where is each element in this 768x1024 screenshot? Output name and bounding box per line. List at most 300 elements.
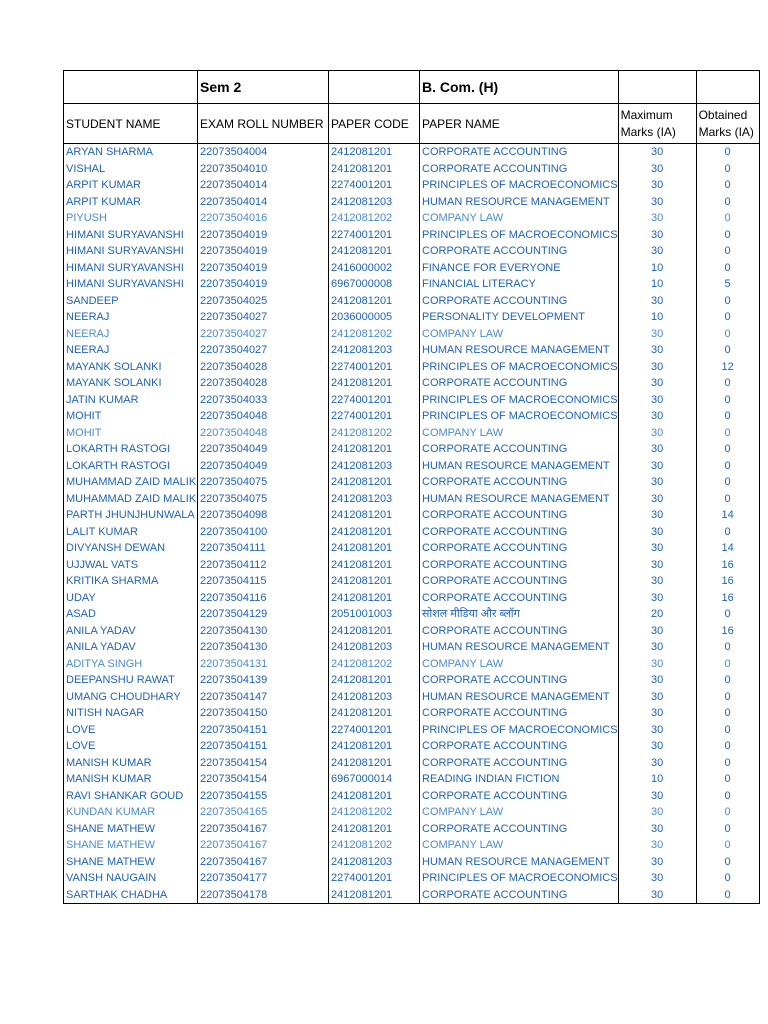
paper-name-cell: HUMAN RESOURCE MANAGEMENT <box>420 194 619 211</box>
student-name-cell: MAYANK SOLANKI <box>64 375 198 392</box>
roll-number-cell: 22073504075 <box>198 474 329 491</box>
max-marks-cell: 30 <box>618 573 696 590</box>
student-name-cell: ARPIT KUMAR <box>64 177 198 194</box>
table-row <box>64 639 760 656</box>
paper-name-cell: CORPORATE ACCOUNTING <box>420 540 619 557</box>
max-marks-cell: 30 <box>618 705 696 722</box>
table-row <box>64 210 760 227</box>
roll-number-cell: 22073504167 <box>198 821 329 838</box>
max-marks-cell: 30 <box>618 441 696 458</box>
max-marks-cell: 30 <box>618 326 696 343</box>
table-row <box>64 392 760 409</box>
paper-code-cell: 2412081201 <box>329 705 420 722</box>
max-marks-cell: 30 <box>618 870 696 887</box>
paper-code-cell: 2412081201 <box>329 243 420 260</box>
paper-name-cell: CORPORATE ACCOUNTING <box>420 507 619 524</box>
student-name-cell: MAYANK SOLANKI <box>64 359 198 376</box>
paper-code-cell: 2412081201 <box>329 441 420 458</box>
table-row <box>64 458 760 475</box>
paper-name-cell: सोशल मीडिया और ब्लॉग <box>420 606 619 623</box>
student-name-cell: HIMANI SURYAVANSHI <box>64 276 198 293</box>
table-row <box>64 821 760 838</box>
max-marks-cell: 30 <box>618 524 696 541</box>
student-name-cell: NEERAJ <box>64 309 198 326</box>
table-row <box>64 887 760 904</box>
table-row <box>64 293 760 310</box>
paper-code-cell: 2412081202 <box>329 804 420 821</box>
roll-number-cell: 22073504100 <box>198 524 329 541</box>
max-marks-cell: 10 <box>618 309 696 326</box>
max-marks-cell: 30 <box>618 177 696 194</box>
obtained-marks-cell: 0 <box>696 672 759 689</box>
title-cell-empty <box>64 71 198 104</box>
title-cell-empty <box>618 71 696 104</box>
paper-code-cell: 2412081203 <box>329 342 420 359</box>
table-row <box>64 375 760 392</box>
table-row <box>64 326 760 343</box>
header-max-marks: Maximum Marks (IA) <box>618 104 696 144</box>
max-marks-cell: 30 <box>618 144 696 161</box>
obtained-marks-cell: 0 <box>696 771 759 788</box>
student-name-cell: PARTH JHUNJHUNWALA <box>64 507 198 524</box>
student-name-cell: MANISH KUMAR <box>64 755 198 772</box>
table-row <box>64 755 760 772</box>
paper-code-cell: 2412081201 <box>329 540 420 557</box>
table-row <box>64 656 760 673</box>
student-name-cell: ARYAN SHARMA <box>64 144 198 161</box>
paper-code-cell: 2412081201 <box>329 821 420 838</box>
max-marks-cell: 30 <box>618 804 696 821</box>
paper-name-cell: PRINCIPLES OF MACROECONOMICS <box>420 722 619 739</box>
student-name-cell: LOKARTH RASTOGI <box>64 458 198 475</box>
max-marks-cell: 30 <box>618 639 696 656</box>
paper-code-cell: 2412081203 <box>329 491 420 508</box>
table-row <box>64 870 760 887</box>
paper-name-cell: COMPANY LAW <box>420 210 619 227</box>
paper-name-cell: CORPORATE ACCOUNTING <box>420 474 619 491</box>
paper-name-cell: HUMAN RESOURCE MANAGEMENT <box>420 854 619 871</box>
paper-name-cell: CORPORATE ACCOUNTING <box>420 161 619 178</box>
paper-code-cell: 2412081203 <box>329 639 420 656</box>
paper-code-cell: 2412081202 <box>329 656 420 673</box>
table-row <box>64 260 760 277</box>
obtained-marks-cell: 0 <box>696 425 759 442</box>
obtained-marks-cell: 5 <box>696 276 759 293</box>
student-name-cell: LOVE <box>64 722 198 739</box>
paper-code-cell: 2274001201 <box>329 870 420 887</box>
course-label: B. Com. (H) <box>420 71 619 104</box>
table-row <box>64 689 760 706</box>
student-name-cell: HIMANI SURYAVANSHI <box>64 227 198 244</box>
roll-number-cell: 22073504167 <box>198 854 329 871</box>
paper-code-cell: 2412081201 <box>329 293 420 310</box>
roll-number-cell: 22073504048 <box>198 408 329 425</box>
paper-code-cell: 2412081201 <box>329 144 420 161</box>
marks-table-body <box>64 144 760 904</box>
roll-number-cell: 22073504049 <box>198 458 329 475</box>
max-marks-cell: 30 <box>618 557 696 574</box>
obtained-marks-cell: 14 <box>696 540 759 557</box>
student-name-cell: NEERAJ <box>64 326 198 343</box>
student-name-cell: SARTHAK CHADHA <box>64 887 198 904</box>
table-row <box>64 194 760 211</box>
paper-name-cell: CORPORATE ACCOUNTING <box>420 705 619 722</box>
student-name-cell: KUNDAN KUMAR <box>64 804 198 821</box>
student-name-cell: SANDEEP <box>64 293 198 310</box>
paper-code-cell: 2412081201 <box>329 474 420 491</box>
table-row <box>64 557 760 574</box>
max-marks-cell: 30 <box>618 194 696 211</box>
obtained-marks-cell: 0 <box>696 441 759 458</box>
paper-name-cell: CORPORATE ACCOUNTING <box>420 672 619 689</box>
student-name-cell: SHANE MATHEW <box>64 821 198 838</box>
paper-code-cell: 2412081201 <box>329 375 420 392</box>
table-row <box>64 309 760 326</box>
paper-name-cell: CORPORATE ACCOUNTING <box>420 590 619 607</box>
table-row <box>64 590 760 607</box>
paper-code-cell: 2412081201 <box>329 672 420 689</box>
table-row <box>64 804 760 821</box>
paper-code-cell: 2412081203 <box>329 194 420 211</box>
semester-label: Sem 2 <box>198 71 329 104</box>
student-name-cell: UDAY <box>64 590 198 607</box>
obtained-marks-cell: 16 <box>696 557 759 574</box>
obtained-marks-cell: 16 <box>696 623 759 640</box>
header-obtained-marks: Obtained Marks (IA) <box>696 104 759 144</box>
header-student-name: STUDENT NAME <box>64 104 198 144</box>
paper-name-cell: CORPORATE ACCOUNTING <box>420 293 619 310</box>
paper-name-cell: READING INDIAN FICTION <box>420 771 619 788</box>
paper-name-cell: CORPORATE ACCOUNTING <box>420 887 619 904</box>
student-name-cell: LOVE <box>64 738 198 755</box>
obtained-marks-cell: 0 <box>696 243 759 260</box>
obtained-marks-cell: 0 <box>696 821 759 838</box>
student-name-cell: ANILA YADAV <box>64 623 198 640</box>
obtained-marks-cell: 0 <box>696 788 759 805</box>
paper-name-cell: COMPANY LAW <box>420 425 619 442</box>
paper-name-cell: PERSONALITY DEVELOPMENT <box>420 309 619 326</box>
roll-number-cell: 22073504028 <box>198 375 329 392</box>
paper-code-cell: 2412081201 <box>329 557 420 574</box>
obtained-marks-cell: 0 <box>696 309 759 326</box>
obtained-marks-cell: 0 <box>696 177 759 194</box>
table-row <box>64 623 760 640</box>
roll-number-cell: 22073504075 <box>198 491 329 508</box>
roll-number-cell: 22073504019 <box>198 227 329 244</box>
obtained-marks-cell: 0 <box>696 755 759 772</box>
paper-code-cell: 2412081201 <box>329 161 420 178</box>
paper-code-cell: 2051001003 <box>329 606 420 623</box>
max-marks-cell: 10 <box>618 276 696 293</box>
roll-number-cell: 22073504165 <box>198 804 329 821</box>
student-name-cell: PIYUSH <box>64 210 198 227</box>
roll-number-cell: 22073504027 <box>198 342 329 359</box>
max-marks-cell: 30 <box>618 689 696 706</box>
paper-code-cell: 2412081201 <box>329 738 420 755</box>
roll-number-cell: 22073504098 <box>198 507 329 524</box>
student-name-cell: UJJWAL VATS <box>64 557 198 574</box>
student-name-cell: ADITYA SINGH <box>64 656 198 673</box>
sheet-title-row <box>64 71 760 104</box>
student-name-cell: LOKARTH RASTOGI <box>64 441 198 458</box>
student-name-cell: LALIT KUMAR <box>64 524 198 541</box>
table-row <box>64 408 760 425</box>
obtained-marks-cell: 0 <box>696 194 759 211</box>
student-name-cell: ANILA YADAV <box>64 639 198 656</box>
max-marks-cell: 30 <box>618 788 696 805</box>
obtained-marks-cell: 14 <box>696 507 759 524</box>
student-name-cell: DIVYANSH DEWAN <box>64 540 198 557</box>
student-name-cell: SHANE MATHEW <box>64 837 198 854</box>
roll-number-cell: 22073504033 <box>198 392 329 409</box>
paper-name-cell: CORPORATE ACCOUNTING <box>420 557 619 574</box>
roll-number-cell: 22073504048 <box>198 425 329 442</box>
student-name-cell: MUHAMMAD ZAID MALIK <box>64 474 198 491</box>
paper-name-cell: COMPANY LAW <box>420 656 619 673</box>
table-row <box>64 606 760 623</box>
roll-number-cell: 22073504115 <box>198 573 329 590</box>
roll-number-cell: 22073504154 <box>198 771 329 788</box>
paper-name-cell: PRINCIPLES OF MACROECONOMICS <box>420 227 619 244</box>
table-row <box>64 161 760 178</box>
roll-number-cell: 22073504019 <box>198 276 329 293</box>
roll-number-cell: 22073504151 <box>198 738 329 755</box>
paper-name-cell: CORPORATE ACCOUNTING <box>420 144 619 161</box>
paper-name-cell: CORPORATE ACCOUNTING <box>420 573 619 590</box>
student-name-cell: SHANE MATHEW <box>64 854 198 871</box>
paper-name-cell: COMPANY LAW <box>420 837 619 854</box>
paper-name-cell: COMPANY LAW <box>420 326 619 343</box>
roll-number-cell: 22073504028 <box>198 359 329 376</box>
paper-code-cell: 2412081201 <box>329 755 420 772</box>
paper-name-cell: PRINCIPLES OF MACROECONOMICS <box>420 177 619 194</box>
paper-name-cell: CORPORATE ACCOUNTING <box>420 755 619 772</box>
roll-number-cell: 22073504155 <box>198 788 329 805</box>
paper-code-cell: 2412081201 <box>329 887 420 904</box>
roll-number-cell: 22073504154 <box>198 755 329 772</box>
paper-name-cell: COMPANY LAW <box>420 804 619 821</box>
paper-code-cell: 2274001201 <box>329 177 420 194</box>
paper-name-cell: FINANCIAL LITERACY <box>420 276 619 293</box>
obtained-marks-cell: 0 <box>696 854 759 871</box>
obtained-marks-cell: 0 <box>696 491 759 508</box>
table-row <box>64 441 760 458</box>
paper-code-cell: 2412081201 <box>329 590 420 607</box>
roll-number-cell: 22073504116 <box>198 590 329 607</box>
roll-number-cell: 22073504111 <box>198 540 329 557</box>
obtained-marks-cell: 0 <box>696 738 759 755</box>
roll-number-cell: 22073504177 <box>198 870 329 887</box>
max-marks-cell: 30 <box>618 672 696 689</box>
paper-name-cell: CORPORATE ACCOUNTING <box>420 243 619 260</box>
obtained-marks-cell: 0 <box>696 342 759 359</box>
obtained-marks-cell: 16 <box>696 573 759 590</box>
roll-number-cell: 22073504129 <box>198 606 329 623</box>
table-row <box>64 342 760 359</box>
paper-code-cell: 2412081203 <box>329 689 420 706</box>
table-row <box>64 705 760 722</box>
student-name-cell: MANISH KUMAR <box>64 771 198 788</box>
roll-number-cell: 22073504150 <box>198 705 329 722</box>
roll-number-cell: 22073504019 <box>198 243 329 260</box>
obtained-marks-cell: 0 <box>696 474 759 491</box>
paper-code-cell: 2412081202 <box>329 425 420 442</box>
paper-code-cell: 2036000005 <box>329 309 420 326</box>
student-name-cell: RAVI SHANKAR GOUD <box>64 788 198 805</box>
roll-number-cell: 22073504178 <box>198 887 329 904</box>
roll-number-cell: 22073504016 <box>198 210 329 227</box>
obtained-marks-cell: 0 <box>696 656 759 673</box>
max-marks-cell: 30 <box>618 623 696 640</box>
paper-code-cell: 2412081201 <box>329 623 420 640</box>
table-row <box>64 144 760 161</box>
paper-code-cell: 6967000014 <box>329 771 420 788</box>
roll-number-cell: 22073504049 <box>198 441 329 458</box>
paper-name-cell: PRINCIPLES OF MACROECONOMICS <box>420 359 619 376</box>
table-row <box>64 276 760 293</box>
title-cell-empty <box>329 71 420 104</box>
max-marks-cell: 30 <box>618 590 696 607</box>
max-marks-cell: 20 <box>618 606 696 623</box>
student-name-cell: UMANG CHOUDHARY <box>64 689 198 706</box>
paper-code-cell: 2412081203 <box>329 458 420 475</box>
paper-code-cell: 2412081201 <box>329 573 420 590</box>
paper-name-cell: HUMAN RESOURCE MANAGEMENT <box>420 639 619 656</box>
obtained-marks-cell: 0 <box>696 293 759 310</box>
paper-name-cell: FINANCE FOR EVERYONE <box>420 260 619 277</box>
student-name-cell: NITISH NAGAR <box>64 705 198 722</box>
header-paper-code: PAPER CODE <box>329 104 420 144</box>
student-name-cell: KRITIKA SHARMA <box>64 573 198 590</box>
table-row <box>64 788 760 805</box>
paper-code-cell: 2274001201 <box>329 392 420 409</box>
paper-code-cell: 2412081202 <box>329 210 420 227</box>
student-name-cell: ARPIT KUMAR <box>64 194 198 211</box>
student-name-cell: JATIN KUMAR <box>64 392 198 409</box>
obtained-marks-cell: 0 <box>696 887 759 904</box>
roll-number-cell: 22073504027 <box>198 309 329 326</box>
max-marks-cell: 30 <box>618 425 696 442</box>
roll-number-cell: 22073504131 <box>198 656 329 673</box>
paper-name-cell: PRINCIPLES OF MACROECONOMICS <box>420 870 619 887</box>
table-row <box>64 177 760 194</box>
student-name-cell: ASAD <box>64 606 198 623</box>
table-row <box>64 837 760 854</box>
paper-name-cell: HUMAN RESOURCE MANAGEMENT <box>420 342 619 359</box>
paper-name-cell: PRINCIPLES OF MACROECONOMICS <box>420 408 619 425</box>
max-marks-cell: 30 <box>618 755 696 772</box>
max-marks-cell: 30 <box>618 375 696 392</box>
obtained-marks-cell: 0 <box>696 837 759 854</box>
max-marks-cell: 30 <box>618 474 696 491</box>
max-marks-cell: 30 <box>618 491 696 508</box>
student-name-cell: VANSH NAUGAIN <box>64 870 198 887</box>
roll-number-cell: 22073504025 <box>198 293 329 310</box>
max-marks-cell: 30 <box>618 507 696 524</box>
column-header-row <box>64 104 760 144</box>
max-marks-cell: 30 <box>618 161 696 178</box>
max-marks-cell: 30 <box>618 359 696 376</box>
paper-code-cell: 2416000002 <box>329 260 420 277</box>
paper-name-cell: HUMAN RESOURCE MANAGEMENT <box>420 491 619 508</box>
table-row <box>64 722 760 739</box>
title-cell-empty <box>696 71 759 104</box>
paper-name-cell: CORPORATE ACCOUNTING <box>420 738 619 755</box>
obtained-marks-cell: 0 <box>696 458 759 475</box>
paper-name-cell: CORPORATE ACCOUNTING <box>420 441 619 458</box>
paper-name-cell: CORPORATE ACCOUNTING <box>420 524 619 541</box>
roll-number-cell: 22073504112 <box>198 557 329 574</box>
paper-name-cell: CORPORATE ACCOUNTING <box>420 788 619 805</box>
table-row <box>64 227 760 244</box>
table-row <box>64 672 760 689</box>
paper-code-cell: 2274001201 <box>329 227 420 244</box>
roll-number-cell: 22073504130 <box>198 623 329 640</box>
header-roll-number: EXAM ROLL NUMBER <box>198 104 329 144</box>
obtained-marks-cell: 0 <box>696 392 759 409</box>
student-name-cell: MUHAMMAD ZAID MALIK <box>64 491 198 508</box>
max-marks-cell: 10 <box>618 771 696 788</box>
obtained-marks-cell: 0 <box>696 161 759 178</box>
max-marks-cell: 10 <box>618 260 696 277</box>
paper-code-cell: 2274001201 <box>329 359 420 376</box>
table-row <box>64 507 760 524</box>
max-marks-cell: 30 <box>618 656 696 673</box>
max-marks-cell: 30 <box>618 408 696 425</box>
obtained-marks-cell: 0 <box>696 689 759 706</box>
max-marks-cell: 30 <box>618 540 696 557</box>
roll-number-cell: 22073504130 <box>198 639 329 656</box>
roll-number-cell: 22073504151 <box>198 722 329 739</box>
paper-code-cell: 2412081201 <box>329 507 420 524</box>
obtained-marks-cell: 0 <box>696 375 759 392</box>
roll-number-cell: 22073504004 <box>198 144 329 161</box>
max-marks-cell: 30 <box>618 293 696 310</box>
student-name-cell: HIMANI SURYAVANSHI <box>64 243 198 260</box>
paper-name-cell: PRINCIPLES OF MACROECONOMICS <box>420 392 619 409</box>
table-row <box>64 243 760 260</box>
student-name-cell: DEEPANSHU RAWAT <box>64 672 198 689</box>
paper-code-cell: 2274001201 <box>329 722 420 739</box>
student-name-cell: VISHAL <box>64 161 198 178</box>
obtained-marks-cell: 0 <box>696 606 759 623</box>
obtained-marks-cell: 0 <box>696 524 759 541</box>
paper-name-cell: CORPORATE ACCOUNTING <box>420 821 619 838</box>
obtained-marks-cell: 0 <box>696 705 759 722</box>
paper-name-cell: CORPORATE ACCOUNTING <box>420 623 619 640</box>
paper-name-cell: HUMAN RESOURCE MANAGEMENT <box>420 458 619 475</box>
table-row <box>64 573 760 590</box>
table-row <box>64 359 760 376</box>
obtained-marks-cell: 0 <box>696 722 759 739</box>
table-row <box>64 738 760 755</box>
max-marks-cell: 30 <box>618 227 696 244</box>
table-row <box>64 474 760 491</box>
table-row <box>64 854 760 871</box>
student-name-cell: NEERAJ <box>64 342 198 359</box>
obtained-marks-cell: 0 <box>696 639 759 656</box>
roll-number-cell: 22073504019 <box>198 260 329 277</box>
student-name-cell: MOHIT <box>64 408 198 425</box>
obtained-marks-cell: 16 <box>696 590 759 607</box>
max-marks-cell: 30 <box>618 722 696 739</box>
max-marks-cell: 30 <box>618 210 696 227</box>
paper-code-cell: 2412081201 <box>329 788 420 805</box>
roll-number-cell: 22073504147 <box>198 689 329 706</box>
roll-number-cell: 22073504139 <box>198 672 329 689</box>
roll-number-cell: 22073504010 <box>198 161 329 178</box>
max-marks-cell: 30 <box>618 392 696 409</box>
